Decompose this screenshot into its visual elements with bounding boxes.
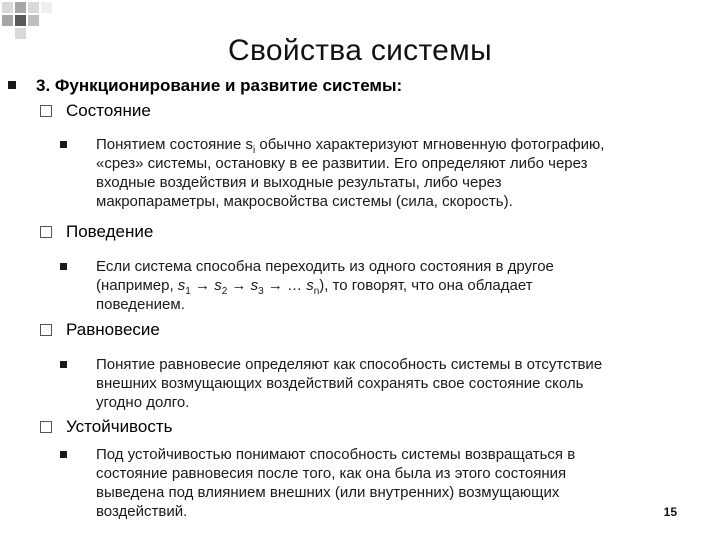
main-heading (8, 76, 402, 96)
paragraph-line: макропараметры, макросвойства системы (сила, скорость). (96, 193, 513, 210)
subscript: 1 (185, 286, 191, 297)
section-title-text: Устойчивость (66, 417, 173, 436)
page-number: 15 (663, 505, 677, 519)
deco-square (15, 2, 26, 13)
arrow: → (227, 277, 251, 294)
text-run: ), то говорят, что она обладает (319, 277, 533, 294)
text-run: Понятием состояние s (96, 136, 253, 153)
arrow: → (190, 277, 215, 294)
square-bullet-icon (8, 81, 16, 89)
section-title-text: Состояние (66, 101, 151, 120)
state-symbol: s (214, 277, 222, 294)
section-title-text: Поведение (66, 222, 154, 241)
section-title-text: Равновесие (66, 320, 160, 339)
main-heading-text: 3. Функционирование и развитие системы: (36, 76, 403, 95)
section-title (40, 319, 710, 341)
hollow-square-bullet-icon (40, 226, 52, 238)
section-stability (40, 416, 710, 521)
slide-title: Свойства системы (228, 34, 492, 67)
paragraph-line: выведена под влиянием внешних (или внутренних) возмущающих (96, 484, 560, 501)
text-run: обычно характеризуют мгновенную фотографию, (255, 136, 605, 153)
square-bullet-icon (60, 361, 67, 368)
section-paragraph (96, 257, 692, 314)
paragraph-line: состояние равновесия после того, как она была из этого состояния (96, 465, 567, 482)
deco-square (41, 2, 52, 13)
deco-square (15, 15, 26, 26)
paragraph-line: «срез» системы, остановку в ее развитии. Его определяют либо через (96, 155, 588, 172)
subscript: 3 (258, 286, 264, 297)
square-bullet-icon (60, 263, 67, 270)
paragraph-line: поведением. (96, 296, 185, 313)
text-run: (например, (96, 277, 178, 294)
deco-square (2, 2, 13, 13)
section-title (40, 100, 710, 122)
state-symbol: s (177, 277, 186, 294)
section-title (40, 416, 710, 438)
section-title (40, 221, 710, 243)
paragraph-line: Если система способна переходить из одного состояния в другое (96, 258, 554, 275)
state-symbol: s (250, 277, 259, 294)
section-paragraph (96, 445, 692, 521)
paragraph-line (96, 276, 692, 295)
hollow-square-bullet-icon (40, 324, 52, 336)
deco-square (28, 2, 39, 13)
section-paragraph (96, 355, 692, 412)
arrow: → … (263, 277, 307, 294)
section-state (40, 100, 710, 211)
hollow-square-bullet-icon (40, 105, 52, 117)
subscript: 2 (221, 286, 228, 297)
section-behavior (40, 221, 710, 314)
square-bullet-icon (60, 451, 67, 458)
deco-square (2, 15, 13, 26)
section-equilibrium (40, 319, 710, 412)
paragraph-line: Понятие равновесие определяют как способность системы в отсутствие (96, 356, 603, 373)
subscript: n (313, 286, 320, 297)
paragraph-line: угодно долго. (96, 394, 190, 411)
hollow-square-bullet-icon (40, 421, 52, 433)
state-symbol: s (306, 277, 314, 294)
paragraph-line: воздействий. (96, 503, 188, 520)
paragraph-line (96, 135, 692, 154)
square-bullet-icon (60, 141, 67, 148)
paragraph-line: входные воздействия и выходные результаты, либо через (96, 174, 502, 191)
paragraph-line: внешних возмущающих воздействий сохранять свое состояние сколь (96, 375, 584, 392)
subscript: i (252, 145, 256, 156)
paragraph-line: Под устойчивостью понимают способность системы возвращаться в (96, 446, 576, 463)
section-paragraph (96, 135, 692, 211)
deco-square (28, 15, 39, 26)
